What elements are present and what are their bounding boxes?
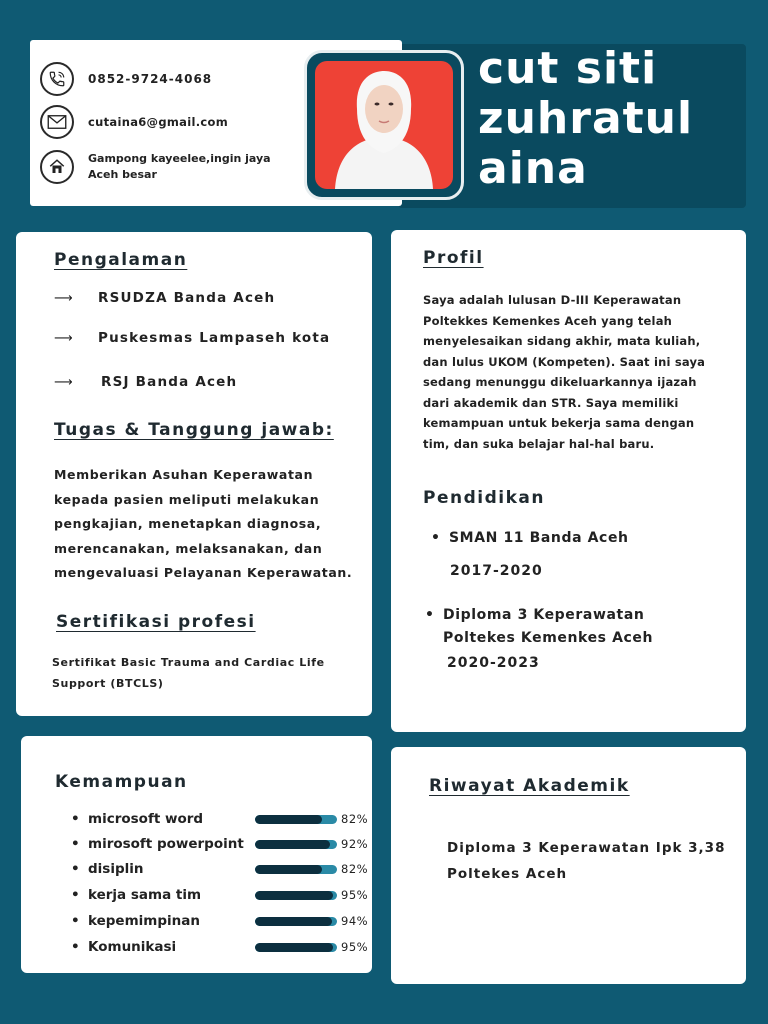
skill-bar-fill bbox=[255, 891, 333, 900]
skill-bar bbox=[255, 815, 337, 824]
contact-phone[interactable]: 0852-9724-4068 bbox=[88, 72, 213, 86]
skill-name: • Komunikasi bbox=[71, 939, 255, 955]
skills-card bbox=[21, 736, 372, 973]
contact-phone-row bbox=[40, 62, 212, 96]
skill-percent: 92% bbox=[341, 837, 369, 851]
arrow-right-icon: ⟶ bbox=[54, 290, 74, 306]
education-years-text: 2017-2020 bbox=[450, 563, 543, 579]
contact-address-row bbox=[40, 150, 271, 184]
certification-title: Sertifikasi profesi bbox=[56, 612, 256, 632]
name-line2: zuhratul bbox=[478, 93, 694, 144]
education-years: 2020-2023 bbox=[447, 655, 540, 671]
profile-line: menyelesaikan sidang akhir, mata kuliah, bbox=[423, 334, 701, 348]
certification-text bbox=[52, 652, 325, 694]
arrow-right-icon: ⟶ bbox=[54, 374, 74, 390]
contact-address bbox=[88, 151, 271, 183]
profile-line: sedang menunggu dikeluarkannya ijazah bbox=[423, 375, 697, 389]
skill-name: • microsoft word bbox=[71, 811, 255, 827]
profile-line: kemampuan untuk bekerja sama dengan bbox=[423, 416, 695, 430]
duties-text bbox=[54, 463, 352, 586]
duties-line: merencanakan, melaksanakan, dan bbox=[54, 540, 323, 556]
experience-item-label: RSUDZA Banda Aceh bbox=[98, 290, 276, 306]
contact-email[interactable]: cutaina6@gmail.com bbox=[88, 115, 228, 129]
profile-photo-frame bbox=[304, 50, 464, 200]
profile-line: Saya adalah lulusan D-III Keperawatan bbox=[423, 293, 682, 307]
name-line3: aina bbox=[478, 143, 588, 194]
contact-email-row bbox=[40, 105, 228, 139]
academic-line: Poltekes Aceh bbox=[447, 866, 568, 882]
academic-title: Riwayat Akademik bbox=[429, 776, 630, 796]
skill-row bbox=[71, 834, 368, 854]
candidate-name bbox=[478, 44, 693, 194]
skill-row bbox=[71, 937, 368, 957]
profile-text bbox=[423, 290, 705, 454]
phone-icon bbox=[40, 62, 74, 96]
skill-percent: 95% bbox=[341, 940, 369, 954]
academic-card bbox=[391, 747, 746, 984]
skill-row bbox=[71, 859, 368, 879]
experience-title: Pengalaman bbox=[54, 250, 188, 270]
skill-bar-fill bbox=[255, 917, 332, 926]
skill-bar bbox=[255, 865, 337, 874]
education-school-line: Poltekes Kemenkes Aceh bbox=[443, 630, 654, 646]
experience-card bbox=[16, 232, 372, 716]
education-item bbox=[443, 604, 653, 650]
skill-percent: 94% bbox=[341, 914, 369, 928]
address-line1: Gampong kayeelee,ingin jaya bbox=[88, 152, 271, 165]
name-line1: cut siti bbox=[478, 43, 658, 94]
skill-bar bbox=[255, 917, 337, 926]
duties-title: Tugas & Tanggung jawab: bbox=[54, 420, 334, 440]
skill-bar-fill bbox=[255, 840, 330, 849]
skill-percent: 82% bbox=[341, 862, 369, 876]
skill-name: • kerja sama tim bbox=[71, 887, 255, 903]
certification-line: Sertifikat Basic Trauma and Cardiac Life bbox=[52, 656, 325, 669]
duties-line: mengevaluasi Pelayanan Keperawatan. bbox=[54, 565, 353, 580]
experience-item-label: Puskesmas Lampaseh kota bbox=[98, 330, 331, 346]
profile-photo bbox=[315, 61, 453, 189]
education-school-line: • Diploma 3 Keperawatan bbox=[443, 607, 645, 623]
skill-name: • mirosoft powerpoint bbox=[71, 836, 255, 852]
profile-title: Profil bbox=[423, 248, 484, 268]
skill-row bbox=[71, 911, 368, 931]
profile-line: Poltekkes Kemenkes Aceh yang telah bbox=[423, 313, 673, 328]
profile-card bbox=[391, 230, 746, 732]
duties-line: Memberikan Asuhan Keperawatan bbox=[54, 467, 314, 482]
duties-line: pengkajian, menetapkan diagnosa, bbox=[54, 516, 322, 531]
skill-name: • disiplin bbox=[71, 861, 255, 877]
arrow-right-icon: ⟶ bbox=[54, 330, 74, 346]
skill-percent: 95% bbox=[341, 888, 369, 902]
skill-bar bbox=[255, 840, 337, 849]
skill-bar-fill bbox=[255, 865, 322, 874]
skill-bar-fill bbox=[255, 815, 322, 824]
mail-icon bbox=[40, 105, 74, 139]
address-line2: Aceh besar bbox=[88, 168, 157, 181]
academic-line: Diploma 3 Keperawatan Ipk 3,38 bbox=[447, 840, 726, 856]
profile-line: dan lulus UKOM (Kompeten). Saat ini saya bbox=[423, 354, 706, 369]
certification-line: Support (BTCLS) bbox=[52, 677, 164, 690]
skill-bar bbox=[255, 943, 337, 952]
experience-item-label: RSJ Banda Aceh bbox=[101, 374, 238, 390]
skill-name: • kepemimpinan bbox=[71, 913, 255, 929]
experience-item bbox=[54, 290, 275, 306]
skill-row bbox=[71, 885, 368, 905]
skill-percent: 82% bbox=[341, 812, 369, 826]
home-icon bbox=[40, 150, 74, 184]
academic-text bbox=[447, 835, 725, 887]
duties-line: kepada pasien meliputi melakukan bbox=[54, 491, 320, 507]
skills-title: Kemampuan bbox=[55, 772, 188, 792]
education-title: Pendidikan bbox=[423, 488, 545, 508]
skill-bar bbox=[255, 891, 337, 900]
experience-item bbox=[54, 374, 237, 390]
profile-line: tim, dan suka belajar hal-hal baru. bbox=[423, 436, 655, 451]
experience-item bbox=[54, 330, 330, 346]
skill-row bbox=[71, 809, 368, 829]
education-years bbox=[450, 563, 543, 579]
profile-line: dari akademik dan STR. Saya memiliki bbox=[423, 395, 679, 410]
skill-bar-fill bbox=[255, 943, 333, 952]
education-item: • SMAN 11 Banda Aceh bbox=[449, 530, 629, 546]
